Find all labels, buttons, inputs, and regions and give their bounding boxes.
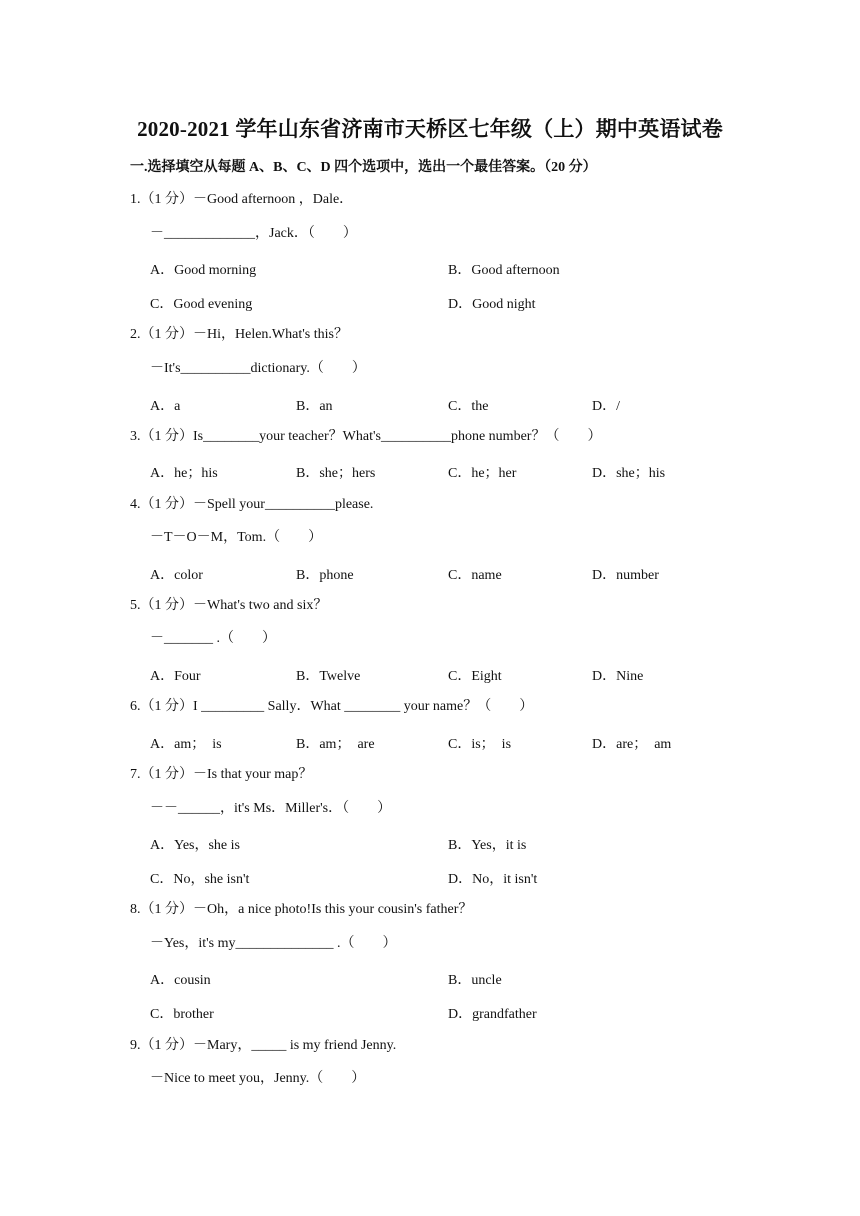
- question-7-option-a[interactable]: A．Yes，she is: [150, 838, 240, 853]
- question-3-option-b[interactable]: B．she；hers: [296, 466, 376, 481]
- question-8-response: －Yes，it's my______________ .（ ）: [150, 936, 397, 951]
- question-2-option-a[interactable]: A．a: [150, 399, 181, 414]
- question-5-stem: 5.（1 分）－What's two and six？: [130, 598, 328, 613]
- question-9-response: －Nice to meet you，Jenny.（ ）: [150, 1071, 366, 1086]
- question-1-option-d[interactable]: D．Good night: [448, 297, 536, 312]
- question-7-stem: 7.（1 分）－Is that your map？: [130, 767, 313, 782]
- question-4-option-b[interactable]: B．phone: [296, 568, 354, 583]
- question-6-option-a[interactable]: A．am； is: [150, 737, 222, 752]
- question-7-option-d[interactable]: D．No，it isn't: [448, 872, 538, 887]
- question-8-option-b[interactable]: B．uncle: [448, 973, 502, 988]
- page-title: 2020-2021 学年山东省济南市天桥区七年级（上）期中英语试卷: [137, 117, 723, 141]
- question-2-option-c[interactable]: C．the: [448, 399, 489, 414]
- question-5-response: －_______ .（ ）: [150, 631, 276, 646]
- question-3-option-d[interactable]: D．she；his: [592, 466, 666, 481]
- question-1-option-b[interactable]: B．Good afternoon: [448, 263, 560, 278]
- question-4-response: －T－O－M，Tom.（ ）: [150, 530, 323, 545]
- question-5-option-a[interactable]: A．Four: [150, 669, 201, 684]
- question-2-stem: 2.（1 分）－Hi，Helen.What's this？: [130, 327, 348, 342]
- question-6-option-c[interactable]: C．is； is: [448, 737, 512, 752]
- question-6-option-b[interactable]: B．am； are: [296, 737, 375, 752]
- question-7-option-b[interactable]: B．Yes，it is: [448, 838, 527, 853]
- question-8-option-d[interactable]: D．grandfather: [448, 1007, 537, 1022]
- question-3-option-a[interactable]: A．he；his: [150, 466, 218, 481]
- question-3-stem: 3.（1 分）Is________your teacher？What's__________phone number？（ ）: [130, 429, 602, 444]
- question-7-option-c[interactable]: C．No，she isn't: [150, 872, 250, 887]
- question-4-option-a[interactable]: A．color: [150, 568, 203, 583]
- question-8-option-a[interactable]: A．cousin: [150, 973, 211, 988]
- question-1-option-c[interactable]: C．Good evening: [150, 297, 253, 312]
- question-7-response: －－______，it's Ms．Miller's．（ ）: [150, 801, 392, 816]
- question-3-option-c[interactable]: C．he；her: [448, 466, 517, 481]
- question-8-option-c[interactable]: C．brother: [150, 1007, 214, 1022]
- question-1-stem: 1.（1 分）－Good afternoon ，Dale．: [130, 192, 354, 207]
- question-5-option-d[interactable]: D．Nine: [592, 669, 644, 684]
- question-4-option-c[interactable]: C．name: [448, 568, 502, 583]
- question-2-option-d[interactable]: D．/: [592, 399, 620, 414]
- question-2-response: －It's__________dictionary.（ ）: [150, 361, 366, 376]
- question-4-option-d[interactable]: D．number: [592, 568, 659, 583]
- question-2-option-b[interactable]: B．an: [296, 399, 333, 414]
- question-1-option-a[interactable]: A．Good morning: [150, 263, 257, 278]
- question-6-stem: 6.（1 分）I _________ Sally．What ________ your name？（ ）: [130, 699, 534, 714]
- question-6-option-d[interactable]: D．are； am: [592, 737, 672, 752]
- question-5-option-b[interactable]: B．Twelve: [296, 669, 361, 684]
- question-9-stem: 9.（1 分）－Mary，_____ is my friend Jenny.: [130, 1038, 397, 1053]
- question-5-option-c[interactable]: C．Eight: [448, 669, 502, 684]
- question-4-stem: 4.（1 分）－Spell your__________please.: [130, 497, 374, 512]
- question-8-stem: 8.（1 分）－Oh，a nice photo!Is this your cousin's father？: [130, 902, 473, 917]
- section-heading: 一.选择填空从每题 A、B、C、D 四个选项中，选出一个最佳答案。（20 分）: [130, 160, 597, 175]
- question-1-response: －_____________，Jack．（ ）: [150, 226, 357, 241]
